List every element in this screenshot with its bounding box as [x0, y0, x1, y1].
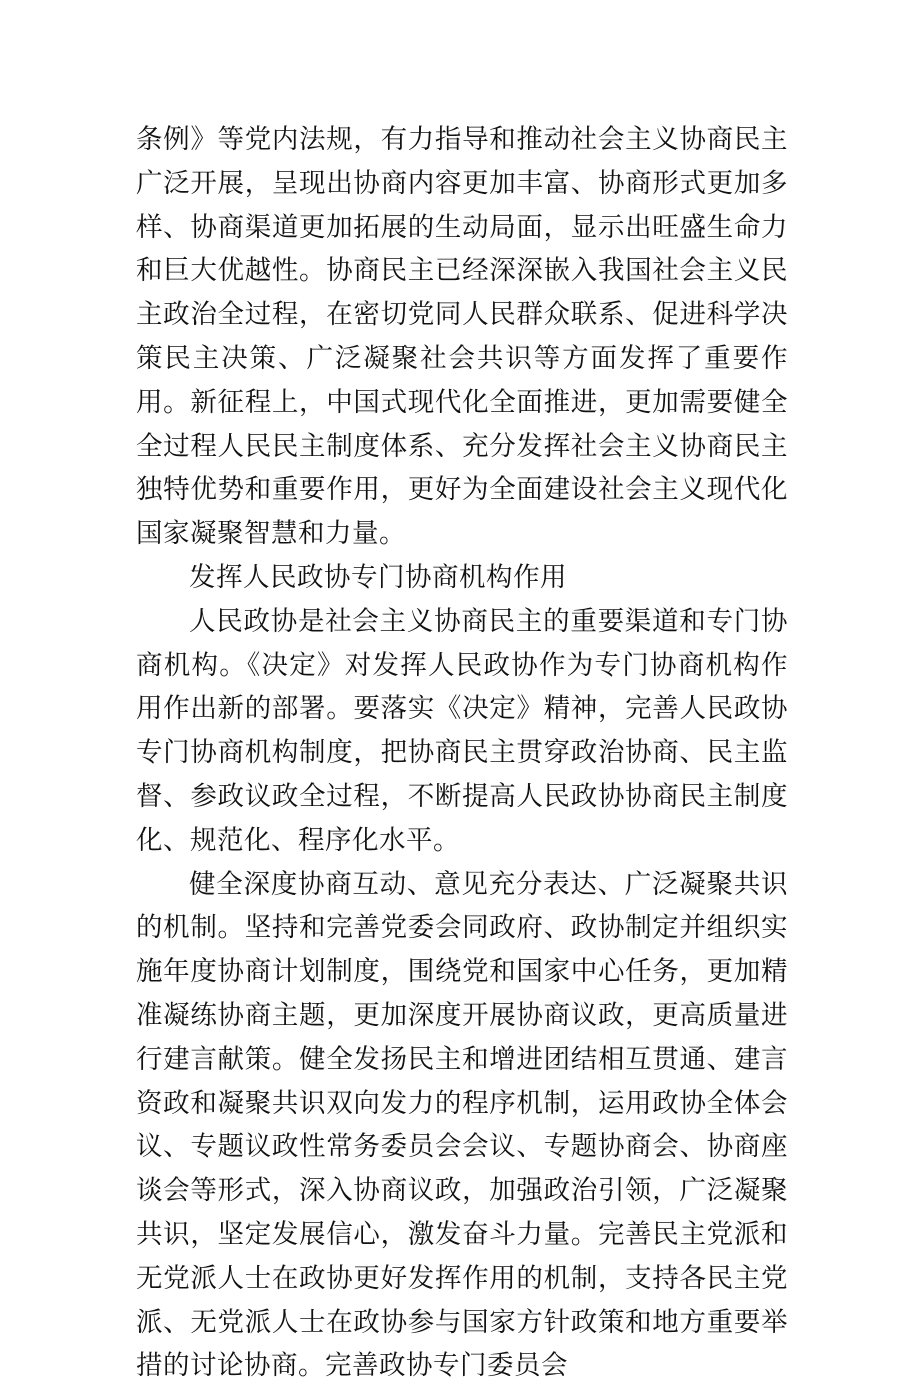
paragraph-intro-continuation: 条例》等党内法规，有力指导和推动社会主义协商民主广泛开展，呈现出协商内容更加丰富、协商形式更加多样、协商渠道更加拓展的生动局面，显示出旺盛生命力和巨大优越性。协商民主已经深深嵌入我国社会主义民主政治全过程，在密切党同人民群众联系、促进科学决策民主决策、广泛凝聚社会共识等方面发挥了重要作用。新征程上，中国式现代化全面推进，更加需要健全全过程人民民主制度体系、充分发挥社会主义协商民主独特优势和重要作用，更好为全面建设社会主义现代化国家凝聚智慧和力量。 — [136, 124, 788, 550]
document-body — [136, 118, 788, 1388]
paragraph-consultation-mechanism: 健全深度协商互动、意见充分表达、广泛凝聚共识的机制。坚持和完善党委会同政府、政协制定并组织实施年度协商计划制度，围绕党和国家中心任务，更加精准凝练协商主题，更加深度开展协商议政，更高质量进行建言献策。健全发扬民主和增进团结相互贯通、建言资政和凝聚共识双向发力的程序机制，运用政协全体会议、专题议政性常务委员会会议、专题协商会、协商座谈会等形式，深入协商议政，加强政治引领，广泛凝聚共识，坚定发展信心，激发奋斗力量。完善民主党派和无党派人士在政协更好发挥作用的机制，支持各民主党派、无党派人士在政协参与国家方针政策和地方重要举措的讨论协商。完善政协专门委员会 — [136, 868, 788, 1382]
section-heading: 发挥人民政协专门协商机构作用 — [189, 561, 567, 593]
paragraph-cppcc-role: 人民政协是社会主义协商民主的重要渠道和专门协商机构。《决定》对发挥人民政协作为专门协商机构作用作出新的部署。要落实《决定》精神，完善人民政协专门协商机构制度，把协商民主贯穿政治协商、民主监督、参政议政全过程，不断提高人民政协协商民主制度化、规范化、程序化水平。 — [136, 605, 788, 856]
